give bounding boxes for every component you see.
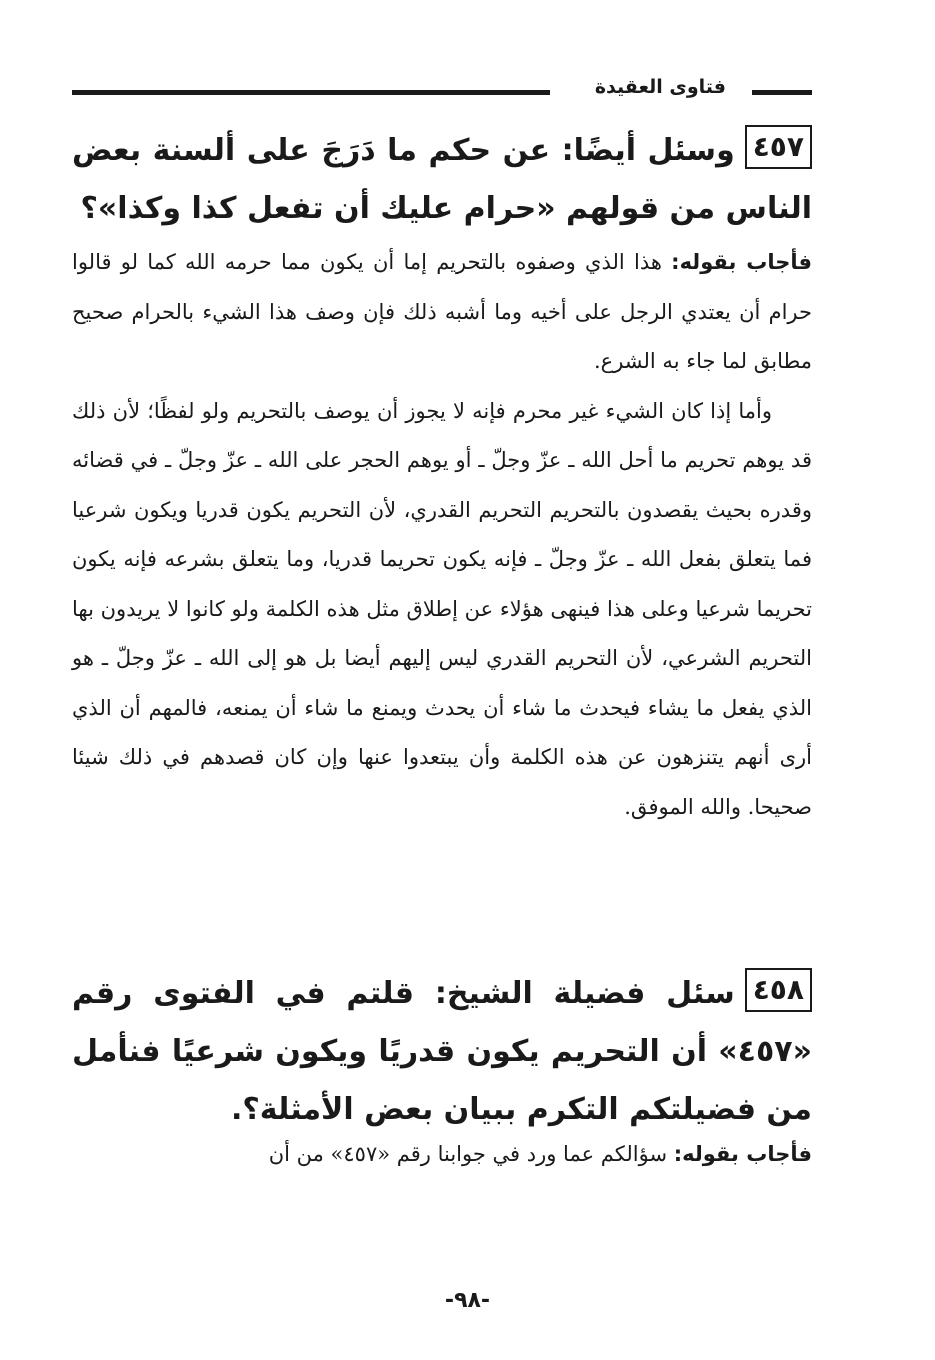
header-title: فتاوى العقيدة (594, 76, 726, 98)
fatwa-457-question (72, 122, 812, 238)
fatwa-number-box: ٤٥٨ (745, 968, 812, 1012)
answer-paragraph-2: وأما إذا كان الشيء غير محرم فإنه لا يجوز أن يوصف بالتحريم ولو لفظًا؛ لأن ذلك قد يوهم تحريم ما أحل الله ـ عزّ وجلّ ـ أو يوهم الحجر على الله ـ عزّ وجلّ ـ في قضائه وقدره بحيث يقصدون بالتحريم التحريم القدري، لأن التحريم يكون قدريا ويكون شرعيا فما يتعلق بفعل الله ـ عزّ وجلّ ـ فإنه يكون تحريما قدريا، وما يتعلق بشرعه فإنه يكون تحريما شرعيا وعلى هذا فينهى هؤلاء عن إطلاق مثل هذه الكلمة ولو كانوا لا يريدون بها التحريم الشرعي، لأن التحريم القدري ليس إليهم أيضا بل هو إلى الله ـ عزّ وجلّ ـ هو الذي يفعل ما يشاء فيحدث ما شاء أن يحدث ويمنع ما شاء أن يمنعه، فالمهم أن الذي أرى أنهم يتنزهون عن هذه الكلمة وأن يبتعدوا عنها وإن كان قصدهم في ذلك شيئا صحيحا. والله الموفق. (72, 398, 812, 819)
page-number: -٩٨- (444, 1288, 491, 1313)
question-text: وسئل أيضًا: عن حكم ما دَرَجَ على ألسنة بعض الناس من قولهم «حرام عليك أن تفعل كذا وكذا»؟ (72, 133, 812, 226)
answer-lead: فأجاب بقوله: (673, 1142, 812, 1166)
answer-lead: فأجاب بقوله: (671, 250, 812, 274)
fatwa-458-answer (72, 1130, 812, 1180)
answer-paragraph-1: سؤالكم عما ورد في جوابنا رقم «٤٥٧» من أن (268, 1142, 668, 1166)
header-rule-long (72, 90, 550, 95)
answer-paragraph-1: هذا الذي وصفوه بالتحريم إما أن يكون مما حرمه الله كما لو قالوا حرام أن يعتدي الرجل على أخيه وما أشبه ذلك فإن وصف هذا الشيء بالحرام صحيح مطابق لما جاء به الشرع. (72, 250, 812, 373)
fatwa-457-answer (72, 238, 812, 832)
question-text: سئل فضيلة الشيخ: قلتم في الفتوى رقم «٤٥٧» أن التحريم يكون قدريًا ويكون شرعيًا فنأمل من فضيلتكم التكرم ببيان بعض الأمثلة؟. (72, 976, 812, 1127)
fatwa-number-box: ٤٥٧ (745, 125, 812, 169)
header-rule-short (752, 90, 812, 95)
fatwa-458-question (72, 965, 812, 1139)
running-header (72, 72, 812, 102)
